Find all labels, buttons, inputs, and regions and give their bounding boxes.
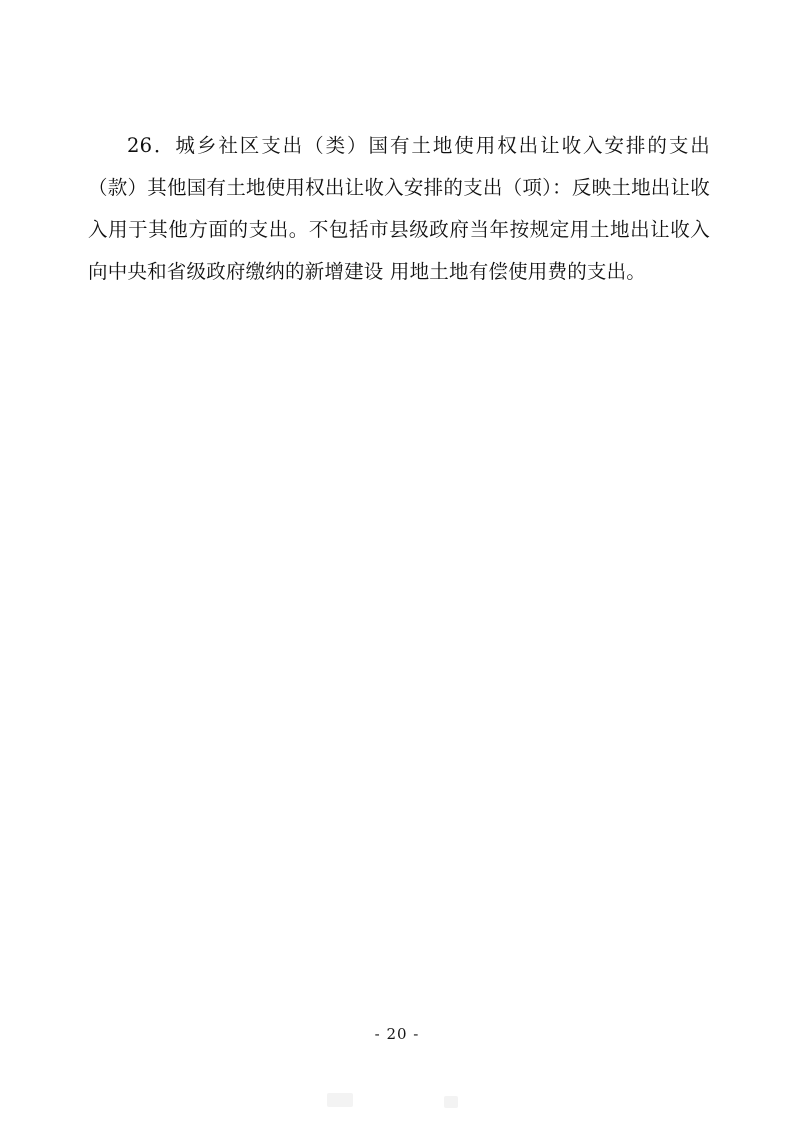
page-footer: [0, 1024, 794, 1043]
scan-artifact: [444, 1096, 458, 1108]
paragraph-item-26: 26．城乡社区支出（类）国有土地使用权出让收入安排的支出（款）其他国有土地使用权出让收入安排的支出（项）：反映土地出让收入用于其他方面的支出。不包括市县级政府当年按规定用土地出让收入向中央和省级政府缴纳的新增建设 用地土地有偿使用费的支出。: [88, 133, 710, 283]
scan-artifact: [327, 1093, 353, 1107]
page-content: [88, 105, 710, 312]
page-number: - 20 -: [374, 1025, 420, 1043]
